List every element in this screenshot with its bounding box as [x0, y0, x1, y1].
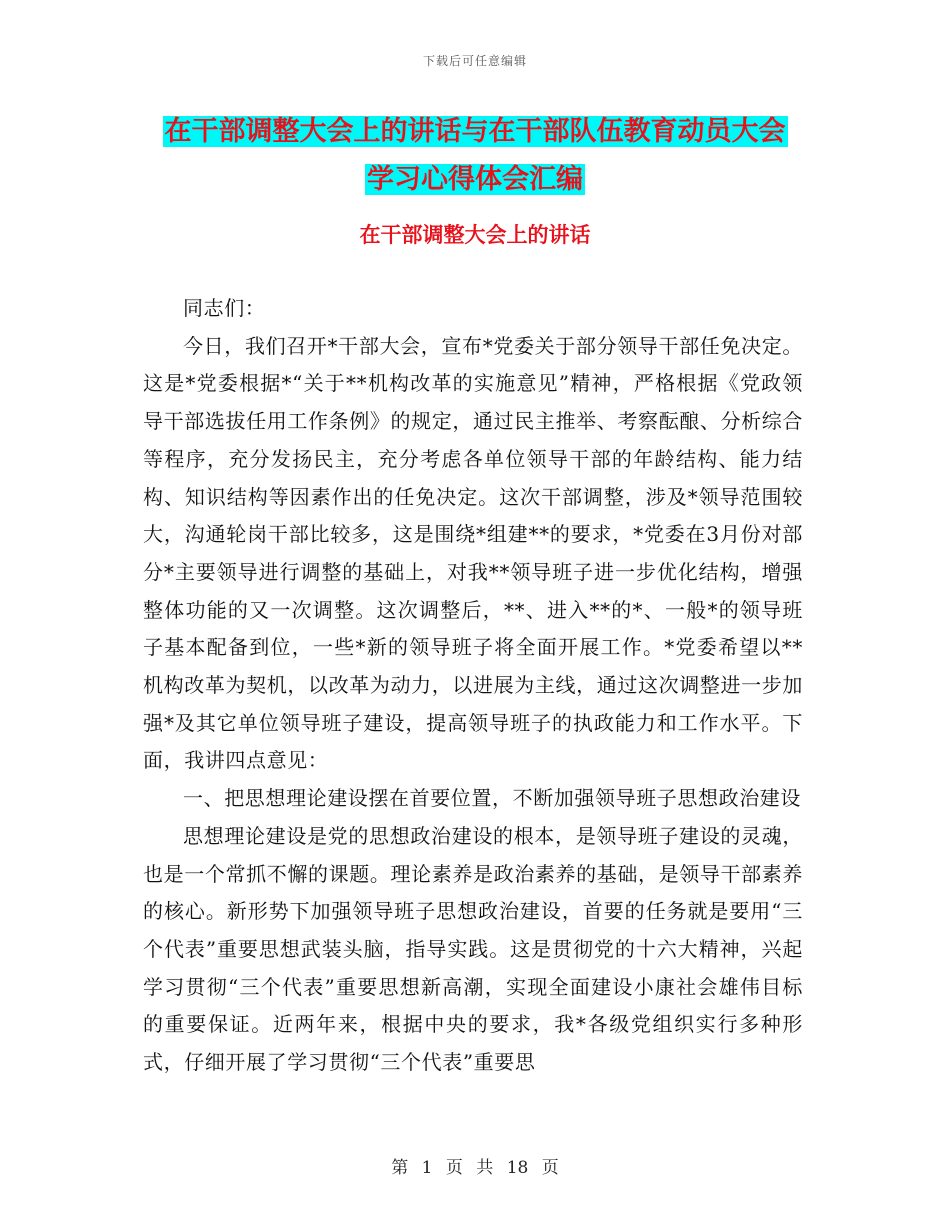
document-title-line-2: 学习心得体会汇编 — [367, 164, 583, 195]
document-title-line-1: 在干部调整大会上的讲话与在干部队伍教育动员大会 — [164, 116, 786, 147]
paragraph-heading: 一、把思想理论建设摆在首要位置，不断加强领导班子思想政治建设 — [183, 786, 801, 811]
section-title: 在干部调整大会上的讲话 — [359, 222, 591, 247]
document-title — [0, 108, 950, 204]
paragraph-salutation: 同志们： — [183, 296, 266, 320]
page-footer: 第 1 页 共 18 页 — [391, 1158, 559, 1178]
paragraph: 今日，我们召开*干部大会，宣布*党委关于部分领导干部任免决定。这是*党委根据*“关于**机构改革的实施意见”精神，严格根据《党政领导干部选拔任用工作条例》的规定，通过民主推举、考察酝酿、分析综合等程序，充分发扬民主，充分考虑各单位领导干部的年龄结构、能力结构、知识结构等因素作出的任免决定。这次干部调整，涉及*领导范围较大，沟通轮岗干部比较多，这是围绕*组建**的要求，*党委在3月份对部分*主要领导进行调整的基础上，对我**领导班子进一步优化结构，增强整体功能的又一次调整。这次调整后，**、进入**的*、一般*的领导班子基本配备到位，一些*新的领导班子将全面开展工作。*党委希望以**机构改革为契机，以改革为动力，以进展为主线，通过这次调整进一步加强*及其它单位领导班子建设，提高领导班子的执政能力和工作水平。下面，我讲四点意见： — [143, 333, 803, 773]
paragraph: 思想理论建设是党的思想政治建设的根本，是领导班子建设的灵魂，也是一个常抓不懈的课题。理论素养是政治素养的基础，是领导干部素养的核心。新形势下加强领导班子思想政治建设，首要的任务就是要用“三个代表”重要思想武装头脑，指导实践。这是贯彻党的十六大精神，兴起学习贯彻“三个代表”重要思想新高潮，实现全面建设小康社会雄伟目标的重要保证。近两年来，根据中央的要求，我*各级党组织实行多种形式，仔细开展了学习贯彻“三个代表”重要思 — [143, 823, 803, 1075]
document-body — [143, 290, 803, 1082]
page-header: 下载后可任意编辑 — [422, 54, 527, 68]
